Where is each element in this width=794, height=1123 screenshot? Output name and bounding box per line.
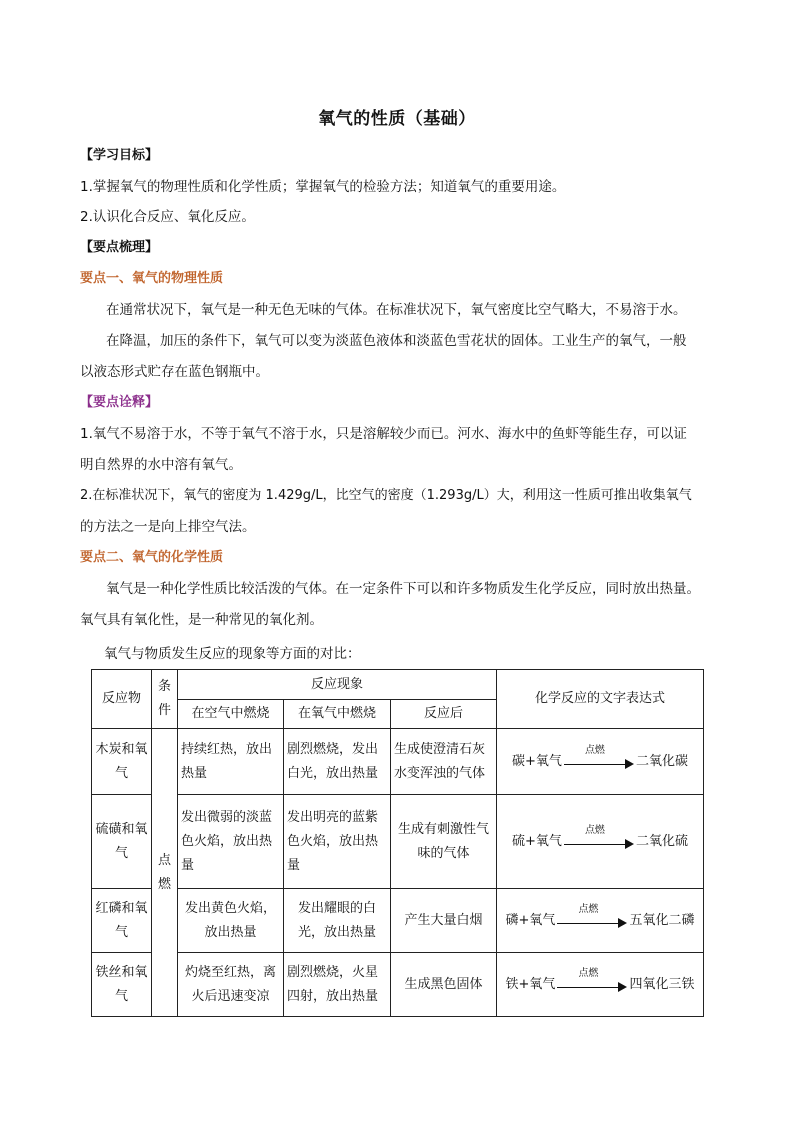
table-row xyxy=(92,729,704,795)
reactant-cell: 硫磺和氧气 xyxy=(92,795,152,889)
explain-1-line-1: 1.氧气不易溶于水，不等于氧气不溶于水，只是溶解较少而已。河水、海水中的鱼虾等能生存，可以证 xyxy=(80,426,687,442)
point-2-para-line-1: 氧气是一种化学性质比较活泼的气体。在一定条件下可以和许多物质发生化学反应，同时放出热量。 xyxy=(106,581,700,597)
header-in-oxygen: 在氧气中燃烧 xyxy=(284,700,391,729)
comparison-intro: 氧气与物质发生反应的现象等方面的对比： xyxy=(104,646,361,662)
explain-2-line-1: 2.在标准状况下，氧气的密度为 1.429g/L，比空气的密度（1.293g/L）大，利用这一性质可推出收集氧气 xyxy=(80,488,692,503)
point-1-title: 要点一、氧气的物理性质 xyxy=(80,271,224,286)
air-cell: 发出微弱的淡蓝色火焰，放出热量 xyxy=(178,795,284,889)
equation-lhs: 碳+氧气 xyxy=(512,753,562,769)
reactant-cell: 木炭和氧气 xyxy=(92,729,152,795)
header-equation: 化学反应的文字表达式 xyxy=(497,670,704,729)
page-title: 氧气的性质（基础） xyxy=(318,109,476,129)
reaction-arrow-icon: 点燃 xyxy=(564,753,634,771)
point-1-para-2-line-2: 以液态形式贮存在蓝色钢瓶中。 xyxy=(80,364,269,380)
equation-rhs: 五氧化二磷 xyxy=(629,912,695,928)
after-cell: 生成有刺激性气味的气体 xyxy=(391,795,497,889)
point-2-title: 要点二、氧气的化学性质 xyxy=(80,550,224,565)
table-row xyxy=(92,889,704,953)
after-cell: 产生大量白烟 xyxy=(391,889,497,953)
oxygen-cell: 发出明亮的蓝紫色火焰，放出热量 xyxy=(284,795,391,889)
air-cell: 发出黄色火焰，放出热量 xyxy=(178,889,284,953)
point-1-para-1: 在通常状况下，氧气是一种无色无味的气体。在标准状况下，氧气密度比空气略大，不易溶于水。 xyxy=(106,302,687,318)
equation-cell xyxy=(497,795,704,889)
reactant-cell: 红磷和氧气 xyxy=(92,889,152,953)
equation-rhs: 四氧化三铁 xyxy=(629,976,695,992)
section-explanation: 【要点诠释】 xyxy=(80,395,159,410)
equation-cell xyxy=(497,953,704,1017)
equation-cell xyxy=(497,889,704,953)
goal-2: 2.认识化合反应、氧化反应。 xyxy=(80,209,255,225)
equation-lhs: 铁+氧气 xyxy=(505,976,556,992)
reaction-arrow-icon: 点燃 xyxy=(564,833,634,851)
equation-lhs: 硫+氧气 xyxy=(512,833,562,849)
after-cell: 生成使澄清石灰水变浑浊的气体 xyxy=(391,729,497,795)
point-1-para-2-line-1: 在降温，加压的条件下，氧气可以变为淡蓝色液体和淡蓝色雪花状的固体。工业生产的氧气，一般 xyxy=(106,333,687,349)
header-in-air: 在空气中燃烧 xyxy=(178,700,284,729)
equation-rhs: 二氧化硫 xyxy=(635,833,688,849)
point-2-para-line-2: 氧气具有氧化性，是一种常见的氧化剂。 xyxy=(80,612,323,628)
header-phenomenon: 反应现象 xyxy=(178,670,497,700)
reactant-cell: 铁丝和氧气 xyxy=(92,953,152,1017)
section-learning-goals: 【学习目标】 xyxy=(80,148,159,163)
header-condition: 条件 xyxy=(152,670,178,729)
oxygen-cell: 剧烈燃烧，火星四射，放出热量 xyxy=(284,953,391,1017)
goal-1: 1.掌握氧气的物理性质和化学性质；掌握氧气的检验方法；知道氧气的重要用途。 xyxy=(80,179,566,195)
table-row xyxy=(92,953,704,1017)
condition-cell: 点燃 xyxy=(152,729,178,1017)
explain-2-line-2: 的方法之一是向上排空气法。 xyxy=(80,519,256,535)
air-cell: 灼烧至红热，离火后迅速变凉 xyxy=(178,953,284,1017)
header-reactant: 反应物 xyxy=(92,670,152,729)
reaction-arrow-icon: 点燃 xyxy=(557,976,627,994)
reaction-arrow-icon: 点燃 xyxy=(557,912,627,930)
section-key-points: 【要点梳理】 xyxy=(80,240,159,255)
air-cell: 持续红热，放出热量 xyxy=(178,729,284,795)
oxygen-cell: 发出耀眼的白光，放出热量 xyxy=(284,889,391,953)
reaction-comparison-table xyxy=(91,669,704,1017)
oxygen-cell: 剧烈燃烧，发出白光，放出热量 xyxy=(284,729,391,795)
equation-cell xyxy=(497,729,704,795)
after-cell: 生成黑色固体 xyxy=(391,953,497,1017)
equation-rhs: 二氧化碳 xyxy=(635,753,688,769)
table-row xyxy=(92,795,704,889)
explain-1-line-2: 明自然界的水中溶有氧气。 xyxy=(80,457,242,473)
equation-lhs: 磷+氧气 xyxy=(505,912,556,928)
header-after: 反应后 xyxy=(391,700,497,729)
